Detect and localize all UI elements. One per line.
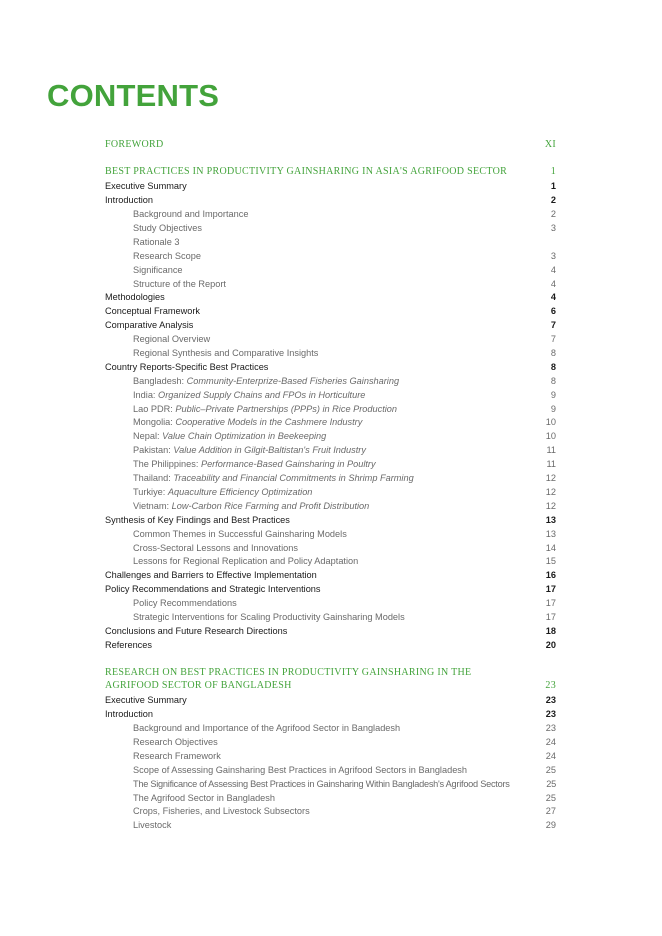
toc-page: 1 (550, 166, 556, 177)
toc-subentry[interactable] (133, 610, 556, 624)
toc-label: Background and Importance of the Agrifood Sector in Bangladesh (133, 723, 401, 733)
toc-subentry[interactable] (133, 721, 556, 735)
country-topic: Public–Private Partnerships (PPPs) in Rice Production (175, 404, 398, 414)
toc-subentry[interactable] (133, 207, 556, 221)
toc-subentry[interactable] (133, 527, 556, 541)
country-name: Pakistan: (133, 445, 171, 455)
toc-label: Policy Recommendations (133, 598, 237, 608)
toc-entry[interactable] (105, 582, 556, 596)
toc-entry[interactable] (105, 193, 556, 207)
country-name: Bangladesh: (133, 376, 185, 386)
country-name: Thailand: (133, 473, 171, 483)
toc-label (133, 443, 542, 457)
toc-page: 27 (545, 806, 556, 816)
toc-label: BEST PRACTICES IN PRODUCTIVITY GAINSHARING IN ASIA'S AGRIFOOD SECTOR (105, 166, 508, 177)
toc-page: 25 (546, 779, 556, 789)
toc-page: 3 (550, 251, 556, 261)
toc-entry[interactable] (105, 290, 556, 304)
toc-subentry-country[interactable] (133, 402, 556, 416)
toc-label: The Agrifood Sector in Bangladesh (133, 793, 275, 803)
toc-subentry-country[interactable] (133, 415, 556, 429)
toc-page: 20 (545, 640, 556, 650)
toc-page: 14 (545, 543, 556, 553)
toc-page: 29 (545, 820, 556, 830)
toc-page: 15 (545, 556, 556, 566)
toc-entry[interactable] (105, 179, 556, 193)
toc-page: 10 (545, 431, 556, 441)
toc-label: Significance (133, 265, 183, 275)
toc-label: Country Reports-Specific Best Practices (105, 362, 269, 372)
toc-subentry[interactable] (133, 221, 556, 235)
toc-subentry-country[interactable] (133, 388, 556, 402)
toc-label (133, 402, 547, 416)
toc-subentry[interactable] (133, 735, 556, 749)
toc-page: 13 (545, 529, 556, 539)
toc-label (133, 374, 547, 388)
toc-label: Methodologies (105, 292, 165, 302)
country-topic: Value Addition in Gilgit-Baltistan's Fruit Industry (173, 445, 366, 455)
toc-label: Study Objectives (133, 223, 202, 233)
toc-page: 8 (550, 362, 556, 372)
toc-label: Policy Recommendations and Strategic Interventions (105, 584, 321, 594)
toc-subentry[interactable] (133, 263, 556, 277)
toc-label: Lessons for Regional Replication and Policy Adaptation (133, 556, 359, 566)
toc-page: 7 (550, 320, 556, 330)
toc-label: Introduction (105, 195, 154, 205)
toc-label: Regional Overview (133, 334, 211, 344)
toc-label: Rationale 3 (133, 237, 180, 247)
country-name: Nepal: (133, 431, 160, 441)
toc-label: Structure of the Report (133, 279, 226, 289)
toc-page: 1 (550, 181, 556, 191)
toc-label: Synthesis of Key Findings and Best Practices (105, 515, 290, 525)
page-title: CONTENTS (47, 78, 220, 113)
toc-page: 25 (545, 793, 556, 803)
toc-section-part2-line2[interactable] (105, 679, 556, 693)
toc-label (133, 457, 542, 471)
toc-entry[interactable] (105, 638, 556, 652)
toc-subentry[interactable] (133, 777, 556, 791)
toc-subentry-country[interactable] (133, 471, 556, 485)
toc-label: Scope of Assessing Gainsharing Best Practices in Agrifood Sectors in Bangladesh (133, 765, 468, 775)
toc-page: 7 (550, 334, 556, 344)
toc-entry[interactable] (105, 360, 556, 374)
toc-label: Conceptual Framework (105, 306, 200, 316)
toc-label: Research Scope (133, 251, 201, 261)
toc-subentry[interactable] (133, 235, 556, 249)
country-topic: Performance-Based Gainsharing in Poultry (200, 459, 376, 469)
toc-page: 8 (550, 376, 556, 386)
toc-page: 4 (550, 292, 556, 302)
toc-page: 23 (545, 723, 556, 733)
toc-page: 13 (545, 515, 556, 525)
toc-label: Research Objectives (133, 737, 218, 747)
toc-page: XI (544, 139, 556, 150)
toc-label: Introduction (105, 709, 154, 719)
toc-label: Comparative Analysis (105, 320, 194, 330)
toc-section-part1[interactable] (105, 165, 556, 179)
toc-page: 3 (550, 223, 556, 233)
country-name: India: (133, 390, 156, 400)
country-topic: Organized Supply Chains and FPOs in Horticulture (158, 390, 366, 400)
toc-label: RESEARCH ON BEST PRACTICES IN PRODUCTIVITY GAINSHARING IN THE (105, 667, 472, 678)
toc-page: 17 (545, 598, 556, 608)
toc-subentry[interactable] (133, 818, 556, 832)
toc-subentry[interactable] (133, 277, 556, 291)
toc-subentry-country[interactable] (133, 457, 556, 471)
toc-subentry-country[interactable] (133, 499, 556, 513)
toc-entry[interactable] (105, 318, 556, 332)
toc-label: The Significance of Assessing Best Practices in Gainsharing Within Bangladesh's Agrifood Sectors (133, 779, 510, 789)
country-name: The Philippines: (133, 459, 199, 469)
toc-label: References (105, 640, 152, 650)
toc-label (133, 415, 542, 429)
country-topic: Value Chain Optimization in Beekeeping (162, 431, 327, 441)
toc-page: 25 (545, 765, 556, 775)
toc-label: Research Framework (133, 751, 221, 761)
toc-page: 9 (550, 390, 556, 400)
toc-page: 18 (545, 626, 556, 636)
toc-page: 12 (545, 501, 556, 511)
toc-entry[interactable] (105, 513, 556, 527)
country-name: Vietnam: (133, 501, 170, 511)
toc-subentry[interactable] (133, 763, 556, 777)
toc-subentry[interactable] (133, 541, 556, 555)
toc-page: 4 (550, 279, 556, 289)
toc-section-foreword[interactable] (105, 138, 556, 152)
toc-subentry[interactable] (133, 554, 556, 568)
toc-label (133, 485, 542, 499)
toc-subentry[interactable] (133, 346, 556, 360)
country-name: Turkiye: (133, 487, 166, 497)
toc-page: 23 (545, 695, 556, 705)
toc-subentry[interactable] (133, 804, 556, 818)
toc-label: Challenges and Barriers to Effective Implementation (105, 570, 317, 580)
toc-label: AGRIFOOD SECTOR OF BANGLADESH (105, 680, 292, 691)
toc-page: 17 (545, 612, 556, 622)
toc-label: Background and Importance (133, 209, 249, 219)
toc-label (133, 429, 542, 443)
toc-section-part2-line1[interactable] (105, 666, 556, 680)
toc-page: 2 (550, 209, 556, 219)
country-name: Lao PDR: (133, 404, 173, 414)
toc-label (133, 471, 542, 485)
toc-page: 24 (545, 737, 556, 747)
toc-page: 23 (545, 709, 556, 719)
toc-label: Executive Summary (105, 695, 187, 705)
toc-label: FOREWORD (105, 139, 164, 150)
country-topic: Traceability and Financial Commitments in Shrimp Farming (173, 473, 414, 483)
toc-page: 2 (550, 195, 556, 205)
toc-subentry-country[interactable] (133, 429, 556, 443)
toc-entry[interactable] (105, 693, 556, 707)
toc-entry[interactable] (105, 624, 556, 638)
toc-label: Regional Synthesis and Comparative Insights (133, 348, 319, 358)
toc-entry[interactable] (105, 568, 556, 582)
toc-label (133, 499, 542, 513)
toc-label: Executive Summary (105, 181, 187, 191)
toc-page: 8 (550, 348, 556, 358)
toc-subentry-country[interactable] (133, 443, 556, 457)
country-topic: Low-Carbon Rice Farming and Profit Distribution (171, 501, 370, 511)
toc-page: 6 (550, 306, 556, 316)
toc-page: 10 (545, 417, 556, 427)
toc-subentry[interactable] (133, 749, 556, 763)
toc-page: 11 (546, 459, 556, 469)
toc-label: Cross-Sectoral Lessons and Innovations (133, 543, 298, 553)
toc-subentry[interactable] (133, 249, 556, 263)
toc-page: 24 (545, 751, 556, 761)
toc-page: 17 (545, 584, 556, 594)
toc-page: 12 (545, 487, 556, 497)
country-name: Mongolia: (133, 417, 173, 427)
country-topic: Community-Enterprize-Based Fisheries Gainsharing (186, 376, 400, 386)
toc-label: Strategic Interventions for Scaling Productivity Gainsharing Models (133, 612, 405, 622)
toc-entry[interactable] (105, 304, 556, 318)
country-topic: Aquaculture Efficiency Optimization (167, 487, 313, 497)
country-topic: Cooperative Models in the Cashmere Industry (175, 417, 363, 427)
toc-entry[interactable] (105, 707, 556, 721)
toc-label: Livestock (133, 820, 172, 830)
toc-label: Conclusions and Future Research Directions (105, 626, 288, 636)
toc-subentry[interactable] (133, 596, 556, 610)
toc-label (133, 388, 547, 402)
toc-subentry-country[interactable] (133, 485, 556, 499)
toc-page: 9 (550, 404, 556, 414)
toc-page: 12 (545, 473, 556, 483)
toc-subentry-country[interactable] (133, 374, 556, 388)
toc-subentry[interactable] (133, 791, 556, 805)
toc-page: 11 (546, 445, 556, 455)
toc-label: Crops, Fisheries, and Livestock Subsectors (133, 806, 310, 816)
toc-page: 16 (545, 570, 556, 580)
toc-label: Common Themes in Successful Gainsharing Models (133, 529, 347, 539)
toc-subentry[interactable] (133, 332, 556, 346)
toc-page: 23 (545, 680, 556, 691)
toc-page: 4 (550, 265, 556, 275)
